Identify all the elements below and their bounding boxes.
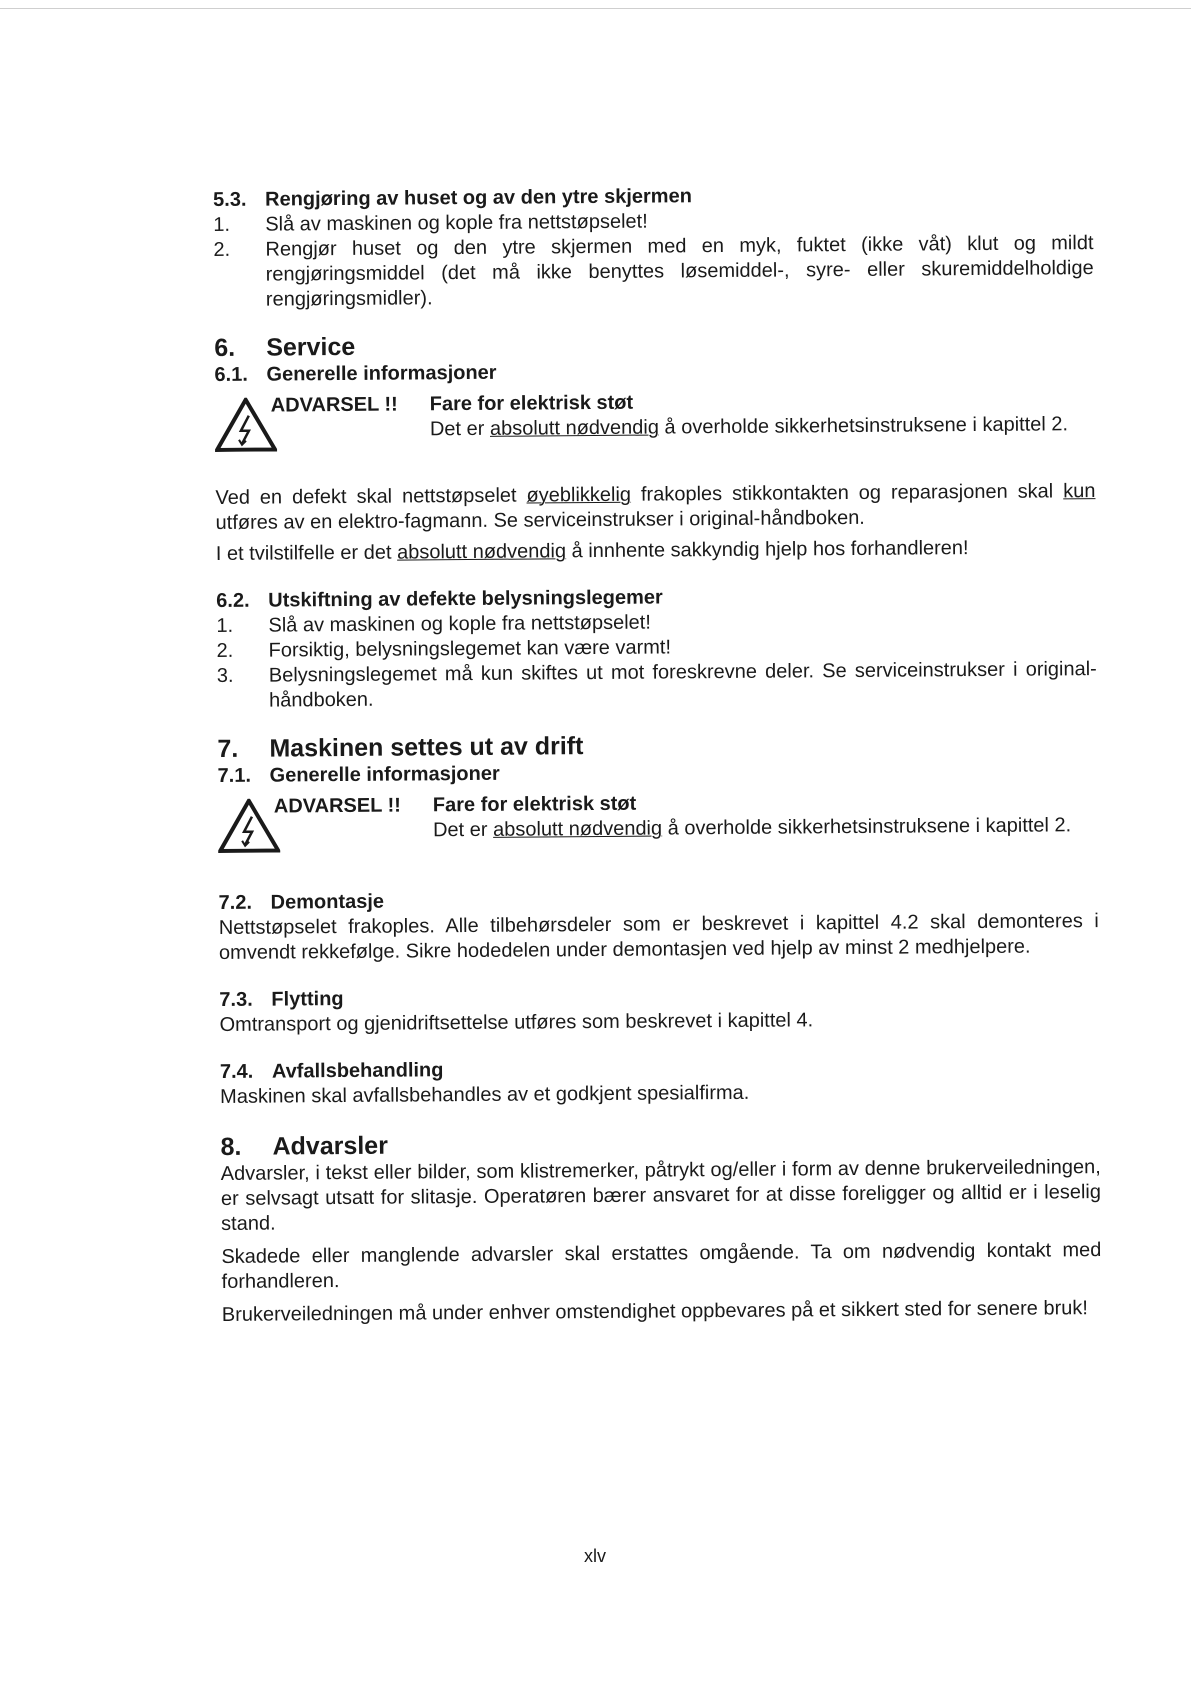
section-number: 7.4. — [219, 1060, 254, 1083]
section-number: 6.1. — [214, 363, 248, 386]
section-number: 7.2. — [218, 891, 253, 914]
section-title: Demontasje — [270, 890, 385, 914]
chapter-number: 7. — [217, 734, 239, 763]
warning-label: ADVARSEL !! — [270, 393, 398, 417]
warning-title: Fare for elektrisk støt — [432, 792, 637, 817]
section-title: Utskiftning av defekte belysningslegemer — [268, 586, 663, 612]
chapter-title: Maskinen settes ut av drift — [269, 732, 584, 763]
list-item — [217, 657, 1097, 714]
section-title: Flytting — [271, 987, 344, 1011]
text-run: Ved en defekt skal nettstøpselet — [215, 484, 527, 509]
electric-warning-icon — [218, 798, 280, 852]
paragraph: Skadede eller manglende advarsler skal erstattes omgående. Ta om nødvendig kontakt med forhandleren. — [221, 1239, 1102, 1293]
section-number: 6.2. — [216, 589, 250, 612]
text-run: frakoples stikkontakten og reparasjonen skal — [630, 480, 1064, 506]
paragraph: Brukerveiledningen må under enhver omstendighet oppbevares på et sikkert sted for senere bruk! — [221, 1297, 1088, 1326]
warning-label: ADVARSEL !! — [273, 794, 401, 818]
warning-block — [218, 788, 1099, 877]
list-text: Slå av maskinen og kople fra nettstøpselet! — [268, 611, 651, 637]
text-run: å overholde sikkerhetsinstruksene i kapittel 2. — [658, 413, 1069, 439]
chapter-title: Advarsler — [272, 1131, 388, 1161]
section-title: Rengjøring av huset og av den ytre skjermen — [265, 185, 692, 211]
section-title: Generelle informasjoner — [266, 361, 497, 386]
underlined-text: kun — [1063, 480, 1096, 503]
list-text: Slå av maskinen og kople fra nettstøpselet! — [265, 210, 648, 236]
section-number: 7.1. — [217, 764, 252, 787]
list-number: 1. — [216, 614, 234, 637]
list-number: 2. — [216, 639, 234, 662]
paragraph: Maskinen skal avfallsbehandles av et godkjent spesialfirma. — [220, 1081, 750, 1108]
warning-text — [433, 813, 1098, 843]
document-page — [213, 181, 1102, 1328]
page-number: xlv — [584, 1546, 606, 1566]
text-run: å innhente sakkyndig hjelp hos forhandleren! — [565, 537, 969, 563]
underlined-text: øyeblikkelig — [526, 483, 632, 507]
underlined-text: absolutt nødvendig — [492, 817, 663, 841]
list-number: 1. — [213, 213, 231, 236]
paragraph — [215, 479, 1095, 536]
list-text: Belysningslegemet må kun skiftes ut mot foreskrevne deler. Se serviceinstrukser i original-håndboken. — [268, 658, 1097, 712]
warning-block — [215, 387, 1096, 476]
section-number: 5.3. — [213, 188, 247, 211]
list-item — [213, 231, 1094, 313]
list-text: Rengjør huset og den ytre skjermen med en myk, fuktet (ikke våt) klut og mildt rengjøringsmiddel (det må ikke benyttes løsemiddel-, syre- eller skuremiddelholdige rengjøringsmidler). — [265, 232, 1094, 311]
section-5-3-list — [213, 206, 1094, 313]
scan-top-line — [0, 8, 1191, 9]
section-title: Avfallsbehandling — [271, 1059, 444, 1083]
paragraph: Nettstøpselet frakoples. Alle tilbehørsdeler som er beskrevet i kapittel 4.2 skal demonteres i omvendt rekkefølge. Sikre hodedelen under demontasjen ved hjelp av minst 2 medhjelpere. — [218, 910, 1099, 964]
paragraph — [216, 535, 1096, 567]
warning-text — [430, 412, 1095, 442]
section-number: 7.3. — [219, 988, 253, 1011]
electric-warning-icon — [215, 398, 277, 452]
section-title: Generelle informasjoner — [269, 762, 500, 787]
list-number: 3. — [216, 664, 234, 687]
paragraph: Omtransport og gjenidriftsettelse utføres som beskrevet i kapittel 4. — [219, 1009, 814, 1036]
paragraph: Advarsler, i tekst eller bilder, som klistremerker, påtrykt og/eller i form av denne brukerveiledningen, er selvsagt utsatt for slitasje. Operatøren bærer ansvaret for at disse foreligger og alltid er i leselig stand. — [220, 1156, 1101, 1235]
text-run: I et tvilstilfelle er det — [215, 541, 398, 565]
text-run: utføres av en elektro-fagmann. Se serviceinstrukser i original-håndboken. — [215, 506, 865, 534]
list-number: 2. — [213, 238, 231, 261]
underlined-text: absolutt nødvendig — [396, 540, 567, 564]
chapter-title: Service — [266, 332, 356, 362]
chapter-number: 6. — [214, 333, 236, 362]
section-6-2-list — [216, 607, 1097, 714]
text-run: Det er — [429, 417, 491, 441]
text-run: å overholde sikkerhetsinstruksene i kapittel 2. — [662, 814, 1072, 840]
chapter-number: 8. — [220, 1132, 242, 1161]
text-run: Det er — [432, 818, 494, 842]
underlined-text: absolutt nødvendig — [489, 416, 660, 440]
list-text: Forsiktig, belysningslegemet kan være varmt! — [268, 636, 672, 662]
warning-title: Fare for elektrisk støt — [429, 391, 634, 416]
